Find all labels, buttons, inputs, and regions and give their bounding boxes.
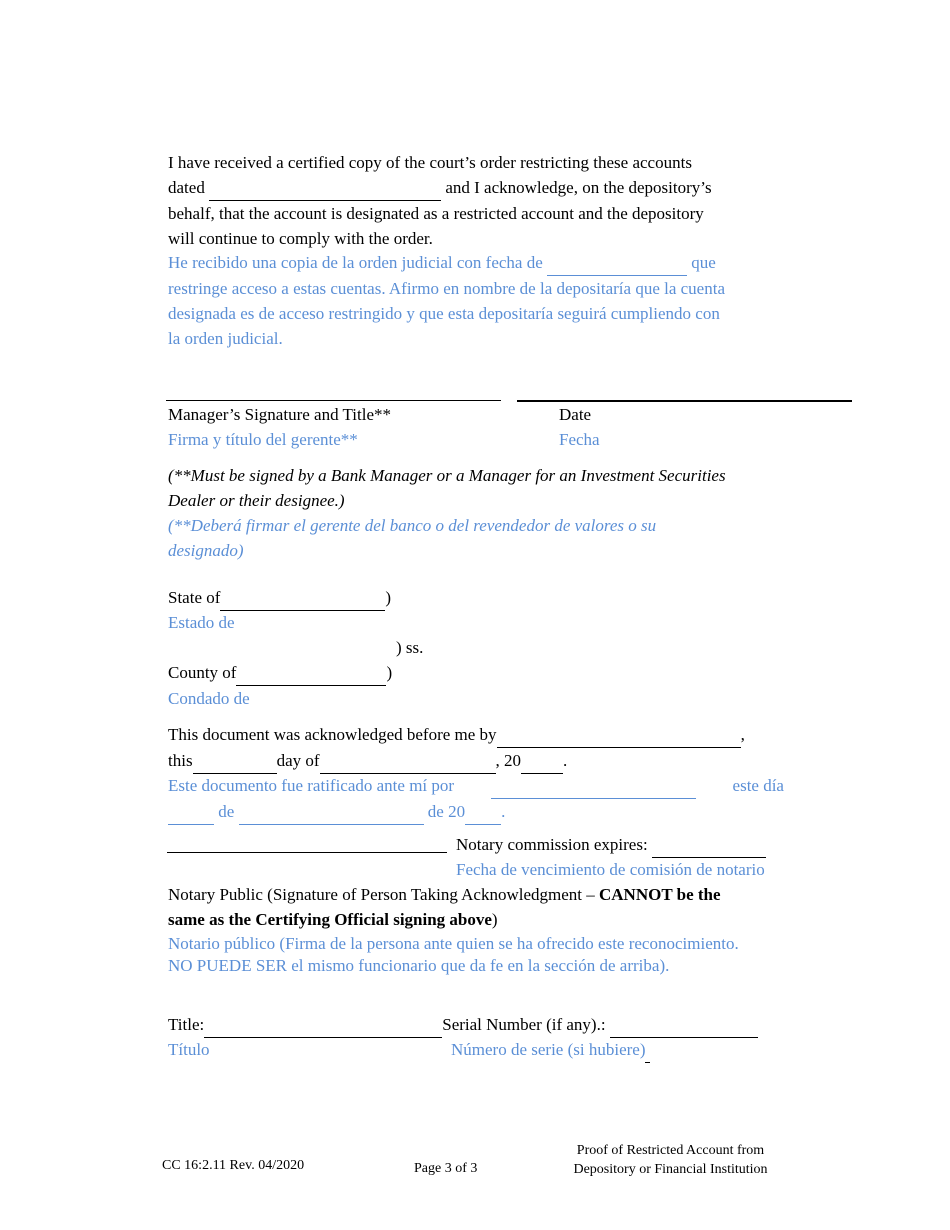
title-es-label: Título bbox=[168, 1040, 210, 1059]
commission-expires: Notary commission expires: bbox=[456, 832, 766, 858]
ack-en-line2: dated and I acknowledge, on the depository’s bbox=[168, 175, 788, 201]
ack-before-me-es: Este documento fue ratificado ante mí por este día de de 20 . bbox=[168, 773, 784, 825]
fecha-blank[interactable] bbox=[547, 250, 687, 276]
footer-form-title: Proof of Restricted Account from Depository or Financial Institution bbox=[573, 1143, 768, 1177]
commission-expires-es: Fecha de vencimiento de comisión de notario bbox=[456, 860, 765, 879]
title-row: Title: Serial Number (if any).: bbox=[168, 1012, 758, 1038]
ack-english bbox=[168, 150, 788, 251]
county-row: County of ) bbox=[168, 660, 392, 686]
ss-label: ) ss. bbox=[396, 638, 424, 657]
notary-public-es: Notario público (Firma de la persona ante quien se ha ofrecido este reconocimiento. NO PUEDE SER el mismo funcionario que da fe en la sección de arriba). bbox=[168, 934, 739, 975]
ack-spanish bbox=[168, 250, 798, 351]
ack-es-line3: designada es de acceso restringido y que esta depositaría seguirá cumpliendo con bbox=[168, 304, 720, 323]
signer-note: (**Must be signed by a Bank Manager or a Manager for an Investment Securities Dealer or their designee.) (**Deberá firmar el gerente del banco o del revendedor de valores o su designado) bbox=[168, 466, 726, 560]
notary-signature-line[interactable] bbox=[167, 852, 447, 853]
manager-label: Manager’s Signature and Title** Firma y título del gerente** bbox=[168, 405, 392, 449]
title-blank[interactable] bbox=[204, 1012, 442, 1038]
mes-blank[interactable] bbox=[239, 799, 424, 825]
serial-number-blank[interactable] bbox=[610, 1012, 758, 1038]
ack-en-line4: will continue to comply with the order. bbox=[168, 229, 433, 248]
date-label: Date Fecha bbox=[559, 405, 600, 449]
ack-es-line2: restringe acceso a estas cuentas. Afirmo en nombre de la depositaría que la cuenta bbox=[168, 279, 725, 298]
page-number: Page 3 of 3 bbox=[414, 1161, 478, 1176]
manager-signature-line[interactable] bbox=[166, 400, 501, 401]
acknowledged-by-blank[interactable] bbox=[497, 722, 741, 748]
day-blank[interactable] bbox=[193, 748, 277, 774]
county-blank[interactable] bbox=[236, 660, 386, 686]
ack-es-line4: la orden judicial. bbox=[168, 329, 283, 348]
state-blank[interactable] bbox=[220, 585, 385, 611]
notary-public-en: Notary Public (Signature of Person Taking Acknowledgment – CANNOT be the same as the Certifying Official signing above) bbox=[168, 885, 721, 929]
county-es-label: Condado de bbox=[168, 689, 250, 708]
ack-es-line1: He recibido una copia de la orden judicial con fecha de que bbox=[168, 250, 798, 276]
state-row: State of ) bbox=[168, 585, 391, 611]
dia-blank[interactable] bbox=[168, 799, 214, 825]
month-blank[interactable] bbox=[320, 748, 496, 774]
dated-blank[interactable] bbox=[209, 175, 441, 201]
ack-before-me-en: This document was acknowledged before me by , this day of , 20 . bbox=[168, 722, 788, 774]
ack-en-line1: I have received a certified copy of the court’s order restricting these accounts bbox=[168, 153, 692, 172]
serial-es-label: Número de serie (si hubiere) bbox=[451, 1037, 650, 1063]
commission-expires-blank[interactable] bbox=[652, 832, 766, 858]
ack-en-line3: behalf, that the account is designated as a restricted account and the depository bbox=[168, 204, 704, 223]
year-blank[interactable] bbox=[521, 748, 563, 774]
ano-blank[interactable] bbox=[465, 799, 501, 825]
state-es-label: Estado de bbox=[168, 613, 235, 632]
form-id: CC 16:2.11 Rev. 04/2020 bbox=[162, 1158, 305, 1173]
ratificado-blank[interactable] bbox=[491, 773, 696, 799]
